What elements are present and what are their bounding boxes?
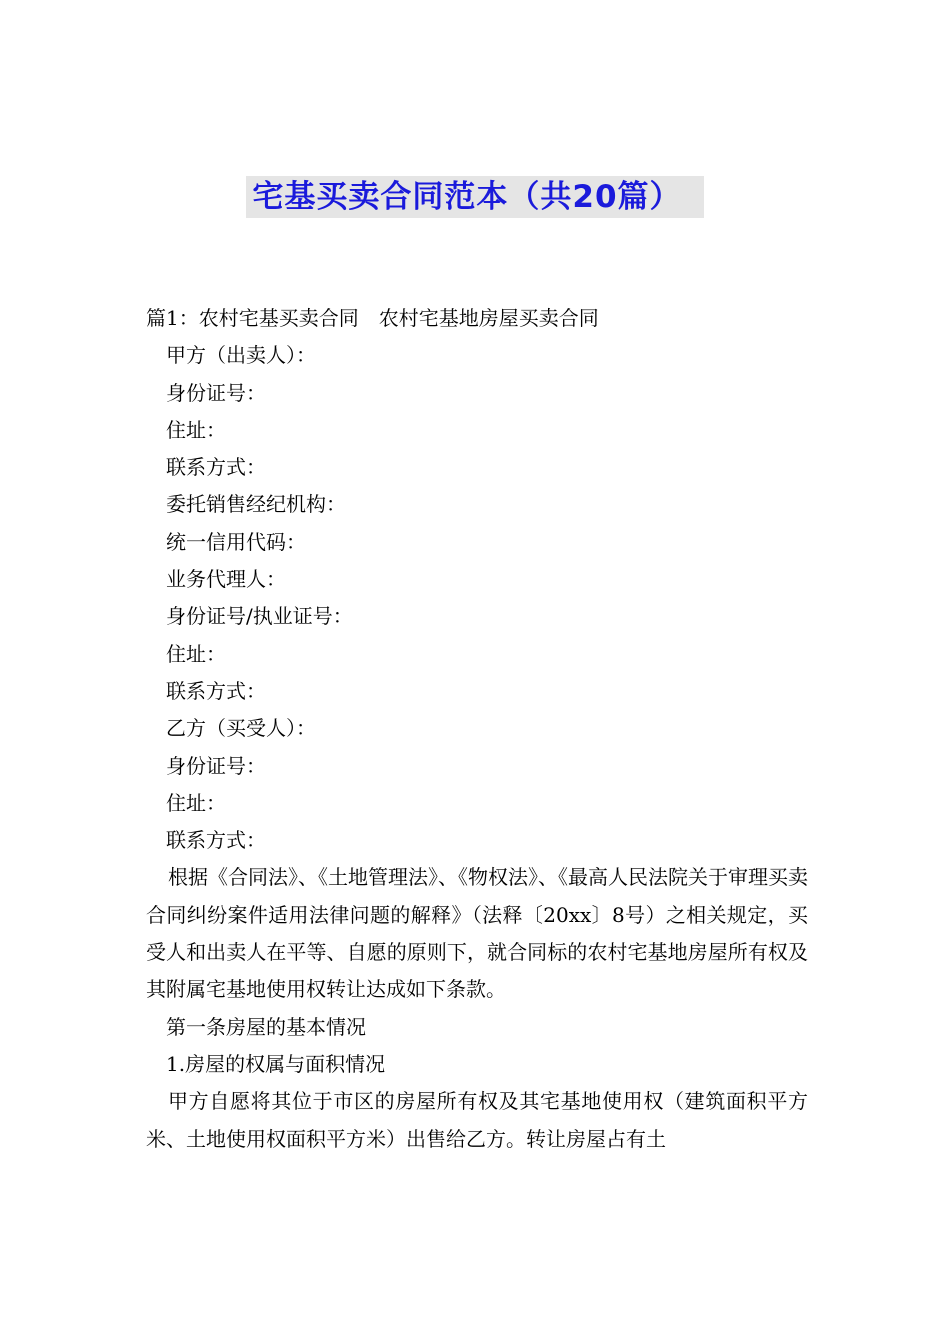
- field-seller: 甲方（出卖人）：: [166, 343, 316, 368]
- field-agent-address: 住址：: [166, 641, 226, 666]
- field-agent: 业务代理人：: [166, 567, 286, 592]
- title-container: [0, 176, 950, 218]
- field-buyer-address: 住址：: [166, 790, 226, 815]
- field-buyer-id: 身份证号：: [166, 753, 266, 778]
- article-1-heading: 第一条房屋的基本情况: [166, 1014, 366, 1039]
- document-body: [146, 300, 808, 1158]
- preamble-paragraph: 根据《合同法》、《土地管理法》、《物权法》、《最高人民法院关于审理买卖合同纠纷案件适用法律问题的解释》（法释〔20xx〕8号）之相关规定，买受人和出卖人在平等、自愿的原则下，就合同标的农村宅基地房屋所有权及其附属宅基地使用权转让达成如下条款。: [146, 865, 808, 1002]
- field-buyer-contact: 联系方式：: [166, 828, 266, 853]
- section-heading: 篇1：农村宅基买卖合同 农村宅基地房屋买卖合同: [146, 306, 599, 330]
- field-seller-address: 住址：: [166, 417, 226, 442]
- field-seller-contact: 联系方式：: [166, 455, 266, 480]
- field-agent-contact: 联系方式：: [166, 678, 266, 703]
- field-agency: 委托销售经纪机构：: [166, 492, 346, 517]
- field-agent-id: 身份证号/执业证号：: [166, 604, 353, 629]
- field-credit-code: 统一信用代码：: [166, 529, 306, 554]
- section-1-heading: 1.房屋的权属与面积情况: [166, 1051, 386, 1076]
- document-title: 宅基买卖合同范本（共20篇）: [246, 176, 703, 218]
- section-1-paragraph: 甲方自愿将其位于市区的房屋所有权及其宅基地使用权（建筑面积平方米、土地使用权面积平方米）出售给乙方。转让房屋占有土: [146, 1089, 808, 1151]
- field-seller-id: 身份证号：: [166, 380, 266, 405]
- field-buyer: 乙方（买受人）：: [166, 716, 316, 741]
